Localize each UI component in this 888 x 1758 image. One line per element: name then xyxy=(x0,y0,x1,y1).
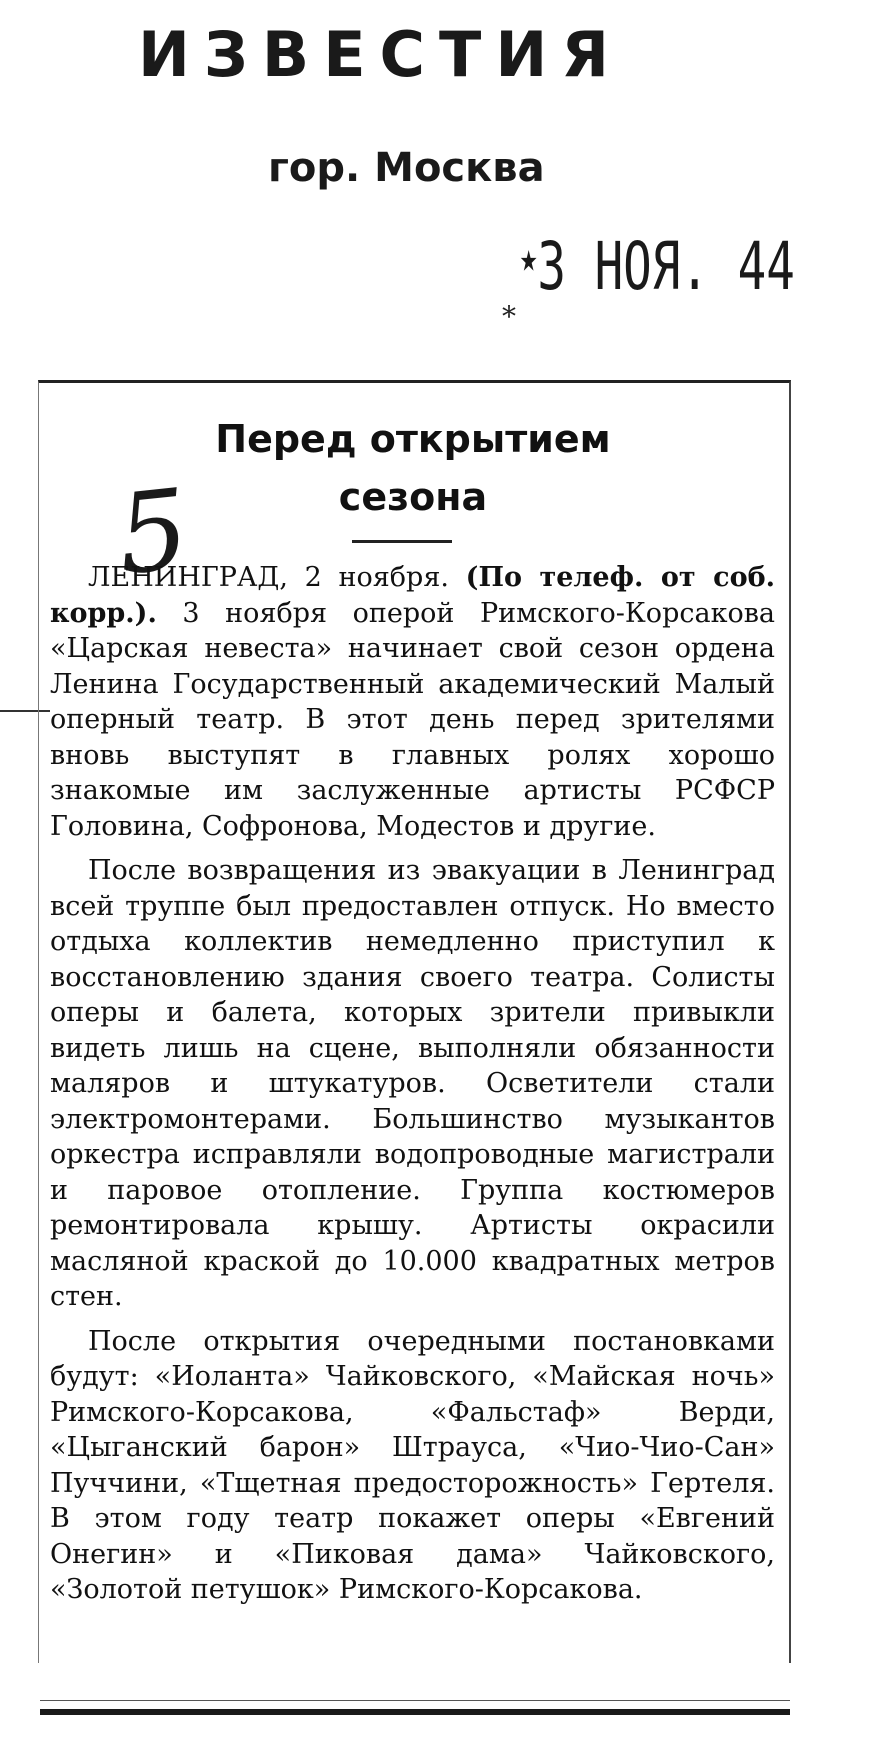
stamp-date-text: 3 НОЯ. 44 xyxy=(537,228,795,305)
stamp-date-star: ★ xyxy=(520,235,538,281)
article-paragraph-2: После возвращения из эвакуации в Ленинград всей труппе был предоставлен отпуск. Но вместо отдыха коллектив немедленно приступил к восстановлению здания своего театра. Солисты оперы и балета, которых зрители привыкли видеть лишь на сцене, выполняли обязанности маляров и штукатуров. Осветители стали электромонтерами. Большинство музыкантов оркестра исправляли водопроводные магистрали и паровое отопление. Группа костюмеров ремонтировала крышу. Артисты окрасили масляной краской до 10.000 квадратных метров стен. xyxy=(50,855,775,1312)
article-paragraph-1 xyxy=(50,560,775,844)
article-byline: (По телеф. от соб. корр.). xyxy=(50,562,776,629)
headline-line-2: сезона xyxy=(338,475,488,519)
headline-line-1: Перед открытием xyxy=(215,417,611,461)
paragraph-1-text: 3 ноября оперой Римского-Корсакова «Царская невеста» начинает свой сезон ордена Ленина Государственный академический Малый оперный театр. В этот день перед зрителями вновь выступят в главных ролях хорошо знакомые им заслуженные артисты РСФСР Головина, Софронова, Модестов и другие. xyxy=(50,597,775,842)
article-body xyxy=(50,560,775,1617)
handwritten-number: 5 xyxy=(111,464,195,600)
bottom-thin-rule xyxy=(40,1700,790,1701)
headline-divider xyxy=(352,540,452,543)
bottom-heavy-rule xyxy=(40,1709,790,1715)
stamp-star-icon: * xyxy=(502,300,516,333)
article-dateline: ЛЕНИНГРАД, 2 ноября. xyxy=(88,562,449,593)
newspaper-stamp-date xyxy=(520,228,795,305)
newspaper-stamp-masthead: ИЗВЕСТИЯ xyxy=(138,18,623,91)
article-paragraph-3: После открытия очередными постановками будут: «Иоланта» Чайковского, «Майская ночь» Римского-Корсакова, «Фальстаф» Верди, «Цыганский барон» Штрауса, «Чио-Чио-Сан» Пуччини, «Тщетная предосторожность» Гертеля. В этом году театр покажет оперы «Евгений Онегин» и «Пиковая дама» Чайковского, «Золотой петушок» Римского-Корсакова. xyxy=(50,1325,775,1605)
newspaper-stamp-city: гор. Москва xyxy=(268,145,545,191)
